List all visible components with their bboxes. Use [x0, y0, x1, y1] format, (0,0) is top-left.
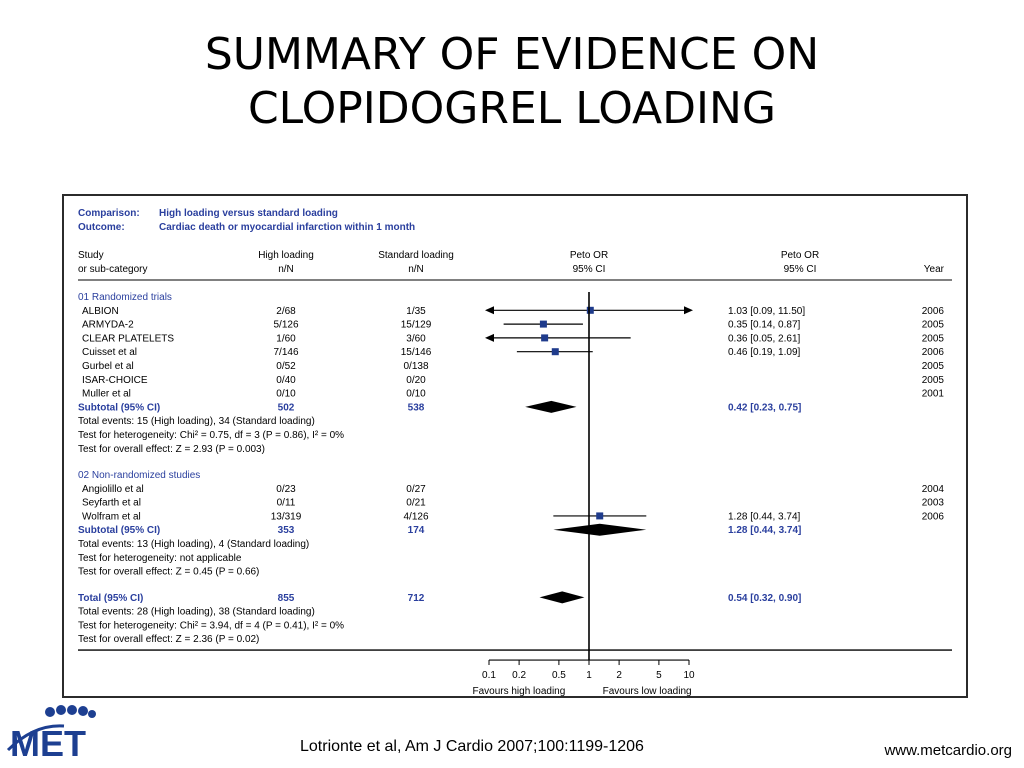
- met-logo-dots: [45, 705, 96, 718]
- g0-s4-study-name: Gurbel et al: [82, 361, 134, 372]
- header-high-sub: n/N: [278, 264, 294, 275]
- g1-s1-standard-events: 0/21: [406, 497, 426, 509]
- g1-s2-high-events: 13/319: [270, 511, 302, 523]
- forest-plot-panel: [62, 194, 968, 698]
- g1-s2-point-square: [596, 512, 603, 519]
- g1-s2-study-name: Wolfram et al: [82, 511, 141, 523]
- group-1-note-2: Test for overall effect: Z = 0.45 (P = 0.66): [78, 566, 260, 578]
- g1-s1-high-events: 0/11: [276, 497, 296, 509]
- group-0-note-1: Test for heterogeneity: Chi² = 0.75, df = 3 (P = 0.86), I² = 0%: [78, 430, 345, 441]
- g0-s2-study-name: CLEAR PLATELETS: [82, 333, 175, 345]
- g1-s1-study-name: Seyfarth et al: [82, 497, 141, 509]
- g0-s5-study-name: ISAR-CHOICE: [82, 374, 148, 386]
- overall-note-0: Total events: 28 (High loading), 38 (Standard loading): [78, 606, 315, 618]
- g0-s5-standard-events: 0/20: [406, 374, 426, 386]
- x-tick-label-3: 1: [586, 670, 592, 682]
- group-1-subtotal-label: Subtotal (95% CI): [78, 525, 161, 537]
- group-0-subtotal-label: Subtotal (95% CI): [78, 402, 161, 414]
- group-1-subtotal-standard-total: 174: [407, 525, 425, 537]
- header-plot-sub: 95% CI: [572, 264, 606, 275]
- overall-total-ci-text: 0.54 [0.32, 0.90]: [728, 592, 802, 604]
- g0-s2-point-square: [541, 334, 548, 341]
- g0-s1-ci-text: 0.35 [0.14, 0.87]: [728, 319, 801, 331]
- group-1-name: 02 Non-randomized studies: [78, 470, 201, 482]
- g0-s3-standard-events: 15/146: [400, 347, 432, 359]
- g1-s1-year: 2003: [921, 497, 944, 509]
- group-0-note-2: Test for overall effect: Z = 2.93 (P = 0.003): [78, 443, 265, 455]
- g0-s4-high-events: 0/52: [276, 361, 296, 372]
- comparison-text: High loading versus standard loading: [159, 208, 338, 219]
- g0-s5-year: 2005: [921, 374, 944, 386]
- g1-s2-ci-text: 1.28 [0.44, 3.74]: [728, 511, 801, 523]
- g0-s6-standard-events: 0/10: [406, 388, 426, 400]
- g0-s1-high-events: 5/126: [273, 319, 299, 331]
- met-logo-text: MET: [10, 723, 86, 764]
- g0-s1-point-square: [540, 321, 547, 328]
- overall-total-label: Total (95% CI): [78, 592, 144, 604]
- g0-s2-year: 2005: [921, 333, 944, 345]
- comparison-label: Comparison:: [78, 208, 140, 219]
- x-tick-label-1: 0.2: [512, 670, 527, 682]
- g0-s1-year: 2005: [921, 319, 944, 331]
- g0-s0-arrow-right: [684, 306, 693, 314]
- overall-note-2: Test for overall effect: Z = 2.36 (P = 0.02): [78, 634, 260, 646]
- g0-s0-year: 2006: [921, 305, 944, 317]
- x-tick-label-6: 10: [683, 670, 695, 682]
- group-0-subtotal-high-total: 502: [277, 402, 295, 414]
- header-ci: Peto OR: [780, 250, 820, 261]
- g0-s3-year: 2006: [921, 347, 944, 359]
- group-0-subtotal-ci-text: 0.42 [0.23, 0.75]: [728, 402, 802, 414]
- header-standard-sub: n/N: [408, 264, 424, 275]
- g1-s0-standard-events: 0/27: [406, 483, 426, 495]
- group-0-name: 01 Randomized trials: [78, 292, 172, 303]
- header-plot: Peto OR: [569, 250, 609, 261]
- g0-s1-standard-events: 15/129: [400, 319, 432, 331]
- overall-total-high-total: 855: [277, 592, 295, 604]
- g0-s2-standard-events: 3/60: [406, 333, 426, 345]
- group-1-note-1: Test for heterogeneity: not applicable: [78, 552, 242, 564]
- g0-s3-point-square: [552, 348, 559, 355]
- x-tick-label-4: 2: [616, 670, 622, 682]
- x-tick-label-5: 5: [656, 670, 662, 682]
- slide-title-line-1: SUMMARY OF EVIDENCE ON: [204, 29, 820, 80]
- g0-s4-standard-events: 0/138: [403, 361, 429, 372]
- x-tick-label-2: 0.5: [551, 670, 566, 682]
- outcome-label: Outcome:: [78, 222, 125, 233]
- g0-s1-study-name: ARMYDA-2: [82, 319, 134, 331]
- slide-title: [0, 28, 1024, 136]
- g0-s6-study-name: Muller et al: [82, 388, 131, 400]
- slide-title-line-2: CLOPIDOGREL LOADING: [247, 83, 777, 134]
- group-0-subtotal-diamond: [525, 401, 576, 413]
- header-standard: Standard loading: [378, 250, 454, 261]
- g0-s6-high-events: 0/10: [276, 388, 296, 400]
- header-year-sub: Year: [923, 264, 944, 275]
- g0-s5-high-events: 0/40: [276, 374, 296, 386]
- g0-s0-point-square: [587, 307, 594, 314]
- g0-s6-year: 2001: [921, 388, 944, 400]
- website-url: www.metcardio.org: [884, 742, 1012, 759]
- outcome-text: Cardiac death or myocardial infarction within 1 month: [159, 222, 416, 233]
- g0-s0-ci-text: 1.03 [0.09, 11.50]: [728, 305, 806, 317]
- group-1-subtotal-high-total: 353: [277, 525, 295, 537]
- g1-s2-standard-events: 4/126: [403, 511, 429, 523]
- g0-s4-year: 2005: [921, 361, 944, 372]
- group-1-note-0: Total events: 13 (High loading), 4 (Standard loading): [78, 539, 310, 551]
- x-tick-label-0: 0.1: [482, 670, 496, 682]
- forest-plot: [64, 196, 966, 696]
- g0-s0-high-events: 2/68: [276, 305, 296, 317]
- group-1-subtotal-ci-text: 1.28 [0.44, 3.74]: [728, 525, 802, 537]
- group-0-subtotal-standard-total: 538: [407, 402, 425, 414]
- g0-s0-study-name: ALBION: [82, 305, 119, 317]
- g0-s3-high-events: 7/146: [273, 347, 299, 359]
- g1-s2-year: 2006: [921, 511, 944, 523]
- met-logo: [4, 704, 100, 766]
- g0-s2-arrow-left: [485, 334, 494, 342]
- favours-right-label: Favours low loading: [602, 686, 692, 696]
- g0-s0-standard-events: 1/35: [406, 305, 426, 317]
- g0-s3-ci-text: 0.46 [0.19, 1.09]: [728, 347, 801, 359]
- group-0-note-0: Total events: 15 (High loading), 34 (Standard loading): [78, 416, 315, 428]
- g0-s2-high-events: 1/60: [276, 333, 296, 345]
- citation: Lotrionte et al, Am J Cardio 2007;100:1199-1206: [300, 738, 644, 755]
- overall-total-standard-total: 712: [407, 592, 425, 604]
- g1-s0-study-name: Angiolillo et al: [82, 483, 144, 495]
- g0-s3-study-name: Cuisset et al: [82, 347, 138, 359]
- header-study-sub: or sub-category: [78, 264, 148, 275]
- header-study: Study: [78, 250, 104, 261]
- header-ci-sub: 95% CI: [783, 264, 817, 275]
- g0-s2-ci-text: 0.36 [0.05, 2.61]: [728, 333, 801, 345]
- header-high: High loading: [258, 250, 314, 261]
- g1-s0-year: 2004: [921, 483, 944, 495]
- favours-left-label: Favours high loading: [472, 686, 566, 696]
- overall-note-1: Test for heterogeneity: Chi² = 3.94, df = 4 (P = 0.41), I² = 0%: [78, 620, 345, 632]
- overall-total-diamond: [540, 591, 585, 603]
- g0-s0-arrow-left: [485, 306, 494, 314]
- g1-s0-high-events: 0/23: [276, 483, 296, 495]
- group-1-subtotal-diamond: [553, 524, 646, 536]
